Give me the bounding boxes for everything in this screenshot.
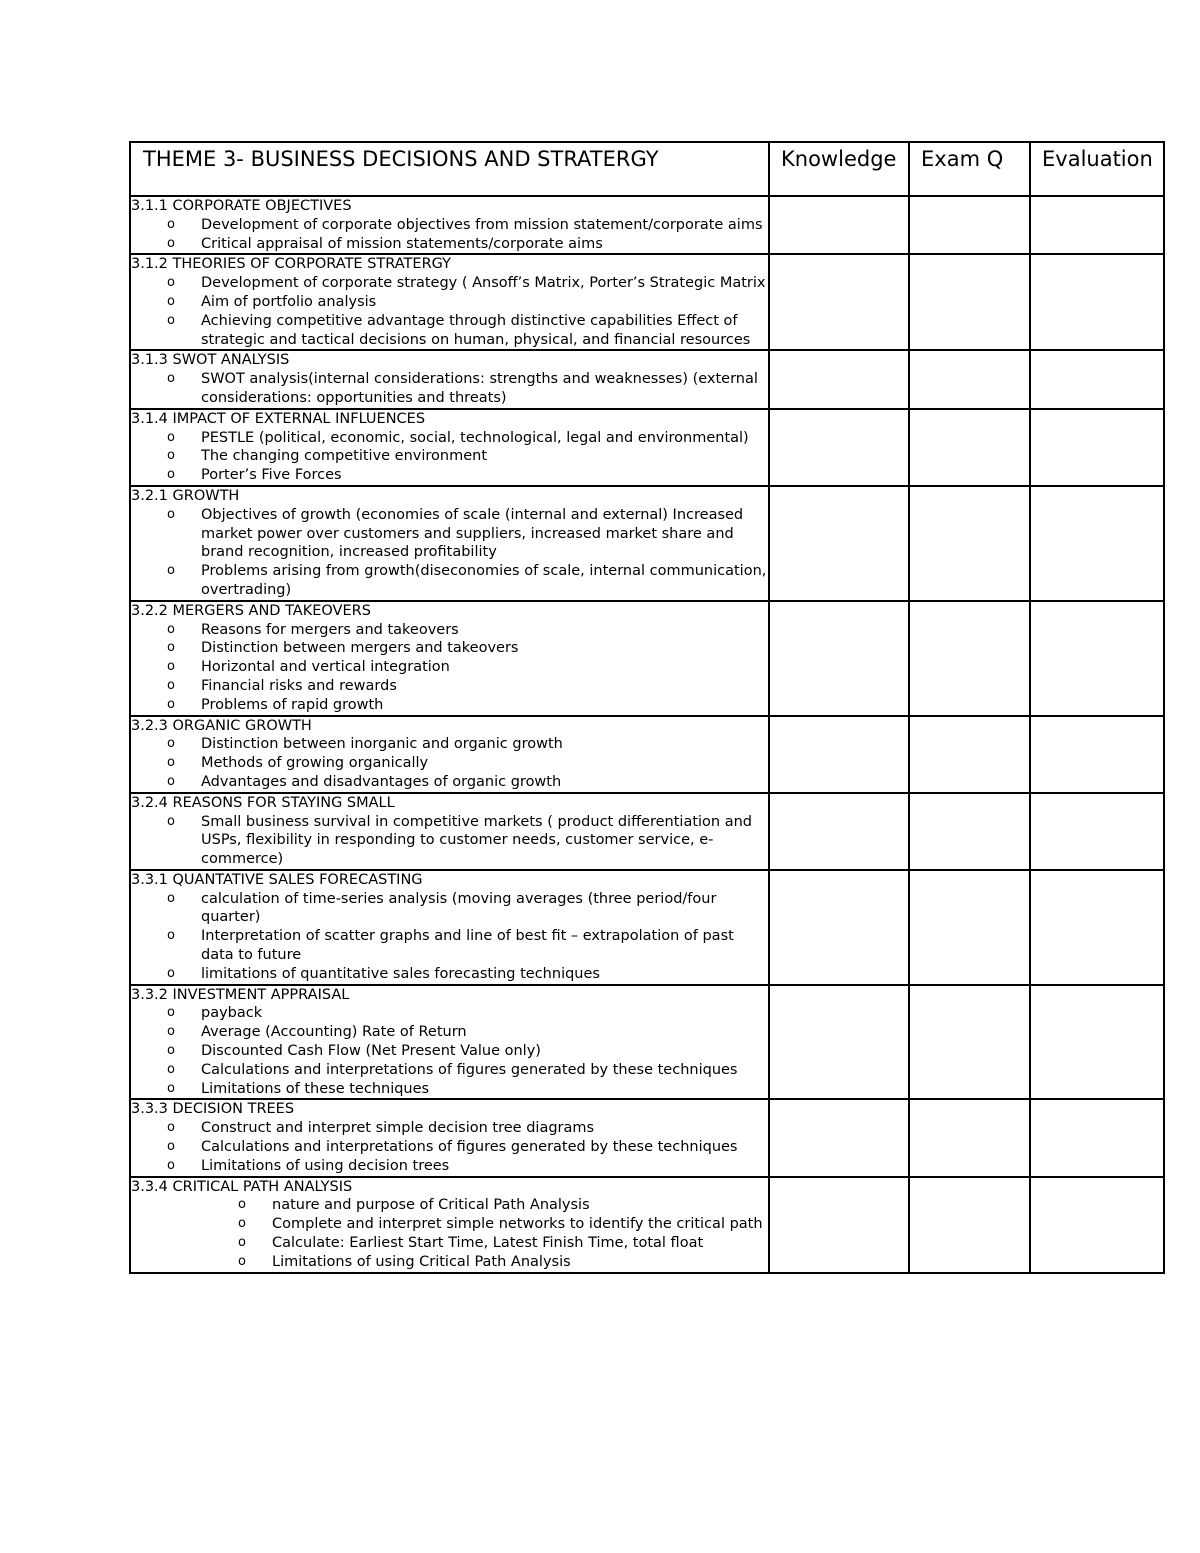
evaluation-check-cell[interactable]: [1030, 1177, 1164, 1273]
list-item-text: Small business survival in competitive markets ( product differentiation and USPs, flexibility in responding to customer needs, customer service, e-commerce): [201, 813, 752, 868]
exam-q-check-cell[interactable]: [909, 1099, 1030, 1176]
list-item-text: Average (Accounting) Rate of Return: [201, 1024, 467, 1041]
list-item-text: payback: [201, 1005, 263, 1022]
bullet-icon: o: [167, 890, 175, 906]
list-item: [131, 370, 768, 408]
section-row: [130, 1177, 1164, 1273]
column-header-evaluation: Evaluation: [1042, 147, 1153, 171]
section-topic-cell: [130, 793, 769, 870]
list-item: [131, 216, 768, 235]
section-title: 3.1.3 SWOT ANALYSIS: [131, 352, 290, 369]
document-page: [129, 141, 1163, 1274]
list-item-text: Objectives of growth (economies of scale (internal and external) Increased market power over customers and suppliers, increased market share and brand recognition, increased profitability: [201, 506, 744, 561]
evaluation-check-cell[interactable]: [1030, 409, 1164, 486]
column-header-exam-q: Exam Q: [921, 147, 1004, 171]
list-item-text: Construct and interpret simple decision tree diagrams: [201, 1120, 595, 1137]
section-title: 3.1.4 IMPACT OF EXTERNAL INFLUENCES: [131, 410, 426, 427]
list-item-text: Calculations and interpretations of figures generated by these techniques: [201, 1139, 738, 1156]
evaluation-check-cell[interactable]: [1030, 716, 1164, 793]
section-row: [130, 350, 1164, 408]
list-item-text: Limitations of using decision trees: [201, 1157, 450, 1174]
section-row: [130, 793, 1164, 870]
list-item-text: Horizontal and vertical integration: [201, 659, 450, 676]
exam-q-check-cell[interactable]: [909, 350, 1030, 408]
bullet-icon: o: [167, 1157, 175, 1173]
list-item: [131, 773, 768, 792]
list-item: [131, 735, 768, 754]
bullet-icon: o: [238, 1253, 246, 1269]
evaluation-check-cell[interactable]: [1030, 985, 1164, 1100]
bullet-icon: o: [167, 696, 175, 712]
section-topic-cell: [130, 350, 769, 408]
bullet-icon: o: [167, 1024, 175, 1040]
exam-q-check-cell[interactable]: [909, 985, 1030, 1100]
bullet-icon: o: [167, 1043, 175, 1059]
bullet-list: [131, 1004, 768, 1098]
bullet-icon: o: [238, 1197, 246, 1213]
list-item: [131, 466, 768, 485]
list-item-text: Reasons for mergers and takeovers: [201, 621, 459, 638]
list-item-text: limitations of quantitative sales forecasting techniques: [201, 965, 600, 982]
bullet-icon: o: [167, 216, 175, 232]
exam-q-check-cell[interactable]: [909, 793, 1030, 870]
exam-q-check-cell[interactable]: [909, 409, 1030, 486]
list-item-text: Advantages and disadvantages of organic growth: [201, 773, 562, 790]
list-item-text: SWOT analysis(internal considerations: strengths and weaknesses) (external considerations: opportunities and threats): [201, 371, 758, 406]
section-topic-cell: [130, 601, 769, 716]
bullet-list: [131, 370, 768, 408]
knowledge-check-cell[interactable]: [769, 254, 909, 350]
list-item: [131, 1042, 768, 1061]
bullet-list: [131, 274, 768, 349]
exam-q-check-cell[interactable]: [909, 196, 1030, 254]
header-exam-cell: [909, 142, 1030, 196]
list-item-text: Calculate: Earliest Start Time, Latest Finish Time, total float: [272, 1235, 704, 1252]
section-topic-cell: [130, 716, 769, 793]
list-item-text: calculation of time-series analysis (moving averages (three period/four quarter): [201, 890, 717, 926]
bullet-icon: o: [167, 813, 175, 829]
list-item-text: Complete and interpret simple networks to identify the critical path: [272, 1216, 763, 1233]
list-item: [131, 927, 768, 965]
list-item-text: Porter’s Five Forces: [201, 467, 342, 484]
list-item-text: Calculations and interpretations of figures generated by these techniques: [201, 1061, 738, 1078]
exam-q-check-cell[interactable]: [909, 254, 1030, 350]
theme-checklist-table: [129, 141, 1165, 1274]
list-item: [131, 1004, 768, 1023]
section-row: [130, 1099, 1164, 1176]
bullet-icon: o: [167, 448, 175, 464]
bullet-list: [131, 1119, 768, 1175]
list-item-text: PESTLE (political, economic, social, technological, legal and environmental): [201, 429, 749, 446]
knowledge-check-cell[interactable]: [769, 793, 909, 870]
list-item-text: nature and purpose of Critical Path Analysis: [272, 1197, 590, 1214]
list-item-text: Aim of portfolio analysis: [201, 293, 377, 310]
header-evaluation-cell: [1030, 142, 1164, 196]
exam-q-check-cell[interactable]: [909, 870, 1030, 985]
bullet-icon: o: [167, 429, 175, 445]
section-title: 3.2.2 MERGERS AND TAKEOVERS: [131, 602, 371, 619]
bullet-icon: o: [167, 736, 175, 752]
section-title: 3.3.3 DECISION TREES: [131, 1101, 295, 1118]
section-title: 3.3.1 QUANTATIVE SALES FORECASTING: [131, 871, 423, 888]
bullet-list: [131, 1196, 768, 1271]
list-item-text: Limitations of these techniques: [201, 1080, 430, 1097]
list-item-text: Distinction between mergers and takeovers: [201, 640, 519, 657]
evaluation-check-cell[interactable]: [1030, 793, 1164, 870]
bullet-icon: o: [167, 563, 175, 579]
bullet-icon: o: [167, 506, 175, 522]
knowledge-check-cell[interactable]: [769, 350, 909, 408]
knowledge-check-cell[interactable]: [769, 486, 909, 601]
section-topic-cell: [130, 196, 769, 254]
list-item: [131, 1138, 768, 1157]
bullet-list: [131, 735, 768, 791]
bullet-icon: o: [167, 1080, 175, 1096]
section-row: [130, 409, 1164, 486]
bullet-list: [131, 813, 768, 869]
bullet-icon: o: [167, 677, 175, 693]
bullet-icon: o: [167, 293, 175, 309]
header-row: [130, 142, 1164, 196]
list-item: [131, 235, 768, 254]
section-row: [130, 254, 1164, 350]
bullet-icon: o: [167, 755, 175, 771]
bullet-list: [131, 216, 768, 254]
section-title: 3.2.4 REASONS FOR STAYING SMALL: [131, 794, 395, 811]
list-item-text: The changing competitive environment: [201, 448, 488, 465]
section-topic-cell: [130, 1177, 769, 1273]
bullet-icon: o: [167, 1139, 175, 1155]
list-item: [131, 562, 768, 600]
section-row: [130, 985, 1164, 1100]
list-item: [131, 621, 768, 640]
bullet-icon: o: [167, 928, 175, 944]
list-item: [131, 1061, 768, 1080]
list-item: [131, 677, 768, 696]
bullet-list: [131, 429, 768, 485]
section-row: [130, 486, 1164, 601]
section-title: 3.3.2 INVESTMENT APPRAISAL: [131, 986, 350, 1003]
list-item-text: Problems arising from growth(diseconomies of scale, internal communication, overtrading): [201, 563, 767, 598]
header-knowledge-cell: [769, 142, 909, 196]
bullet-icon: o: [167, 1120, 175, 1136]
list-item-text: Interpretation of scatter graphs and line of best fit – extrapolation of past data to future: [201, 928, 734, 964]
list-item: [131, 1157, 768, 1176]
exam-q-check-cell[interactable]: [909, 601, 1030, 716]
table-body: [130, 142, 1164, 1273]
knowledge-check-cell[interactable]: [769, 716, 909, 793]
list-item-text: Limitations of using Critical Path Analysis: [272, 1253, 571, 1270]
section-topic-cell: [130, 409, 769, 486]
list-item: [131, 1215, 768, 1234]
list-item: [131, 312, 768, 350]
section-topic-cell: [130, 486, 769, 601]
list-item: [131, 1023, 768, 1042]
list-item: [131, 1253, 768, 1272]
section-title: 3.2.3 ORGANIC GROWTH: [131, 717, 312, 734]
knowledge-check-cell[interactable]: [769, 1177, 909, 1273]
list-item-text: Development of corporate objectives from mission statement/corporate aims: [201, 216, 763, 233]
list-item: [131, 754, 768, 773]
bullet-list: [131, 506, 768, 600]
section-title: 3.1.2 THEORIES OF CORPORATE STRATERGY: [131, 256, 452, 273]
section-topic-cell: [130, 870, 769, 985]
list-item: [131, 1196, 768, 1215]
section-title: 3.2.1 GROWTH: [131, 487, 240, 504]
list-item-text: Critical appraisal of mission statements/corporate aims: [201, 235, 603, 252]
bullet-icon: o: [167, 773, 175, 789]
bullet-list: [131, 890, 768, 984]
knowledge-check-cell[interactable]: [769, 409, 909, 486]
section-topic-cell: [130, 985, 769, 1100]
knowledge-check-cell[interactable]: [769, 1099, 909, 1176]
bullet-icon: o: [167, 467, 175, 483]
bullet-icon: o: [167, 621, 175, 637]
list-item: [131, 890, 768, 928]
list-item-text: Development of corporate strategy ( Ansoff’s Matrix, Porter’s Strategic Matrix: [201, 275, 766, 292]
list-item: [131, 1234, 768, 1253]
exam-q-check-cell[interactable]: [909, 716, 1030, 793]
theme-title: THEME 3- BUSINESS DECISIONS AND STRATERGY: [143, 147, 659, 171]
section-topic-cell: [130, 1099, 769, 1176]
list-item: [131, 429, 768, 448]
list-item-text: Distinction between inorganic and organic growth: [201, 736, 563, 753]
list-item: [131, 293, 768, 312]
list-item: [131, 447, 768, 466]
list-item-text: Problems of rapid growth: [201, 696, 384, 713]
list-item: [131, 639, 768, 658]
bullet-icon: o: [238, 1216, 246, 1232]
section-row: [130, 716, 1164, 793]
knowledge-check-cell[interactable]: [769, 985, 909, 1100]
column-header-knowledge: Knowledge: [781, 147, 897, 171]
section-row: [130, 601, 1164, 716]
exam-q-check-cell[interactable]: [909, 486, 1030, 601]
section-title: 3.1.1 CORPORATE OBJECTIVES: [131, 198, 352, 214]
bullet-icon: o: [167, 312, 175, 328]
bullet-icon: o: [167, 371, 175, 387]
list-item-text: Achieving competitive advantage through distinctive capabilities Effect of strategic and tactical decisions on human, physical, and financial resources: [201, 312, 751, 348]
bullet-icon: o: [167, 965, 175, 981]
list-item-text: Financial risks and rewards: [201, 677, 397, 694]
bullet-icon: o: [167, 235, 175, 251]
list-item: [131, 813, 768, 869]
list-item: [131, 658, 768, 677]
evaluation-check-cell[interactable]: [1030, 601, 1164, 716]
section-title: 3.3.4 CRITICAL PATH ANALYSIS: [131, 1178, 353, 1195]
exam-q-check-cell[interactable]: [909, 1177, 1030, 1273]
list-item-text: Discounted Cash Flow (Net Present Value only): [201, 1043, 541, 1060]
bullet-icon: o: [167, 275, 175, 291]
evaluation-check-cell[interactable]: [1030, 254, 1164, 350]
knowledge-check-cell[interactable]: [769, 870, 909, 985]
bullet-icon: o: [238, 1235, 246, 1251]
evaluation-check-cell[interactable]: [1030, 1099, 1164, 1176]
list-item-text: Methods of growing organically: [201, 755, 429, 772]
knowledge-check-cell[interactable]: [769, 601, 909, 716]
evaluation-check-cell[interactable]: [1030, 870, 1164, 985]
bullet-icon: o: [167, 640, 175, 656]
evaluation-check-cell[interactable]: [1030, 486, 1164, 601]
section-topic-cell: [130, 254, 769, 350]
bullet-icon: o: [167, 1005, 175, 1021]
bullet-list: [131, 621, 768, 715]
list-item: [131, 965, 768, 984]
header-title-cell: [130, 142, 769, 196]
list-item: [131, 1119, 768, 1138]
list-item: [131, 274, 768, 293]
bullet-icon: o: [167, 659, 175, 675]
section-row: [130, 196, 1164, 254]
list-item: [131, 1080, 768, 1099]
evaluation-check-cell[interactable]: [1030, 350, 1164, 408]
knowledge-check-cell[interactable]: [769, 196, 909, 254]
list-item: [131, 696, 768, 715]
section-row: [130, 870, 1164, 985]
list-item: [131, 506, 768, 562]
bullet-icon: o: [167, 1061, 175, 1077]
evaluation-check-cell[interactable]: [1030, 196, 1164, 254]
